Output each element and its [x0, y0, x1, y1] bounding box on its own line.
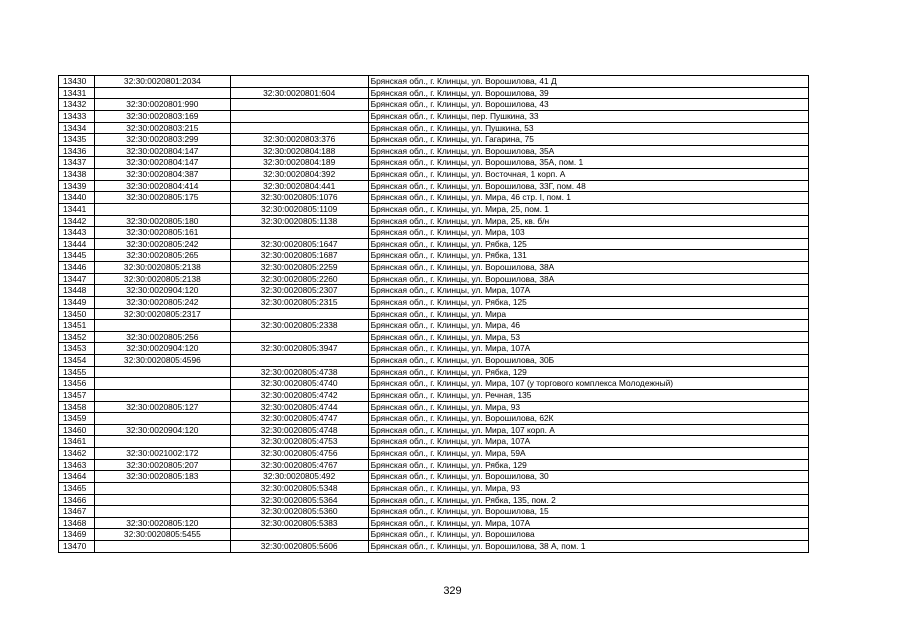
table-row: [59, 541, 809, 553]
cadastral-number-cell: 32:30:0020805:183: [95, 471, 231, 482]
address-cell: Брянская обл., г. Клинцы, ул. Мира, 25, кв. б/н: [369, 216, 809, 227]
cadastral-number-cell: 32:30:0020805:2317: [95, 309, 231, 320]
row-number-cell: 13438: [59, 169, 95, 180]
cadastral-number-2-cell: 32:30:0020805:4738: [231, 367, 369, 378]
table-row: [59, 262, 809, 274]
address-cell: Брянская обл., г. Клинцы, ул. Рябка, 125: [369, 297, 809, 308]
cadastral-number-cell: 32:30:0020904:120: [95, 425, 231, 436]
cadastral-table: [58, 75, 809, 553]
address-cell: Брянская обл., г. Клинцы, ул. Мира, 46: [369, 320, 809, 331]
row-number-cell: 13439: [59, 181, 95, 192]
address-cell: Брянская обл., г. Клинцы, ул. Ворошилова, 38 А, пом. 1: [369, 541, 809, 552]
row-number-cell: 13454: [59, 355, 95, 366]
table-row: [59, 448, 809, 460]
row-number-cell: 13459: [59, 413, 95, 424]
table-row: [59, 192, 809, 204]
table-row: [59, 123, 809, 135]
cadastral-number-2-cell: 32:30:0020804:441: [231, 181, 369, 192]
row-number-cell: 13442: [59, 216, 95, 227]
address-cell: Брянская обл., г. Клинцы, ул. Ворошилова, 30: [369, 471, 809, 482]
cadastral-number-cell: 32:30:0020805:242: [95, 239, 231, 250]
table-row: [59, 216, 809, 228]
cadastral-number-cell: 32:30:0020805:2138: [95, 274, 231, 285]
cadastral-number-cell: 32:30:0020804:414: [95, 181, 231, 192]
address-cell: Брянская обл., г. Клинцы, ул. Ворошилова: [369, 529, 809, 540]
cadastral-number-2-cell: 32:30:0020805:1109: [231, 204, 369, 215]
table-row: [59, 529, 809, 541]
address-cell: Брянская обл., г. Клинцы, ул. Ворошилова, 35А, пом. 1: [369, 157, 809, 168]
cadastral-number-cell: 32:30:0021002:172: [95, 448, 231, 459]
address-cell: Брянская обл., г. Клинцы, ул. Рябка, 135, пом. 2: [369, 495, 809, 506]
address-cell: Брянская обл., г. Клинцы, ул. Ворошилова, 33Г, пом. 48: [369, 181, 809, 192]
row-number-cell: 13446: [59, 262, 95, 273]
address-cell: Брянская обл., г. Клинцы, ул. Ворошилова, 35А: [369, 146, 809, 157]
address-cell: Брянская обл., г. Клинцы, ул. Ворошилова, 41 Д: [369, 76, 809, 87]
cadastral-number-2-cell: [231, 111, 369, 122]
cadastral-number-cell: 32:30:0020904:120: [95, 343, 231, 354]
cadastral-number-2-cell: 32:30:0020803:376: [231, 134, 369, 145]
table-row: [59, 239, 809, 251]
cadastral-number-2-cell: [231, 309, 369, 320]
row-number-cell: 13440: [59, 192, 95, 203]
row-number-cell: 13456: [59, 378, 95, 389]
cadastral-number-cell: 32:30:0020805:120: [95, 518, 231, 529]
address-cell: Брянская обл., г. Клинцы, ул. Рябка, 129: [369, 460, 809, 471]
row-number-cell: 13448: [59, 285, 95, 296]
row-number-cell: 13453: [59, 343, 95, 354]
address-cell: Брянская обл., г. Клинцы, ул. Мира, 103: [369, 227, 809, 238]
row-number-cell: 13451: [59, 320, 95, 331]
cadastral-number-2-cell: 32:30:0020805:4753: [231, 436, 369, 447]
cadastral-number-cell: 32:30:0020805:175: [95, 192, 231, 203]
table-row: [59, 181, 809, 193]
cadastral-number-2-cell: 32:30:0020805:5348: [231, 483, 369, 494]
cadastral-number-2-cell: [231, 99, 369, 110]
cadastral-number-cell: [95, 204, 231, 215]
cadastral-number-2-cell: 32:30:0020805:2260: [231, 274, 369, 285]
row-number-cell: 13436: [59, 146, 95, 157]
table-row: [59, 297, 809, 309]
table-row: [59, 402, 809, 414]
table-row: [59, 111, 809, 123]
cadastral-number-cell: [95, 506, 231, 517]
row-number-cell: 13462: [59, 448, 95, 459]
row-number-cell: 13437: [59, 157, 95, 168]
table-row: [59, 471, 809, 483]
cadastral-number-cell: 32:30:0020804:147: [95, 157, 231, 168]
row-number-cell: 13433: [59, 111, 95, 122]
cadastral-number-cell: 32:30:0020804:387: [95, 169, 231, 180]
cadastral-number-2-cell: 32:30:0020805:4747: [231, 413, 369, 424]
row-number-cell: 13463: [59, 460, 95, 471]
address-cell: Брянская обл., г. Клинцы, пер. Пушкина, 33: [369, 111, 809, 122]
table-row: [59, 436, 809, 448]
cadastral-number-cell: [95, 495, 231, 506]
cadastral-number-cell: [95, 367, 231, 378]
row-number-cell: 13452: [59, 332, 95, 343]
address-cell: Брянская обл., г. Клинцы, ул. Гагарина, 75: [369, 134, 809, 145]
cadastral-number-2-cell: [231, 529, 369, 540]
address-cell: Брянская обл., г. Клинцы, ул. Ворошилова, 62К: [369, 413, 809, 424]
row-number-cell: 13461: [59, 436, 95, 447]
address-cell: Брянская обл., г. Клинцы, ул. Мира, 107А: [369, 518, 809, 529]
address-cell: Брянская обл., г. Клинцы, ул. Пушкина, 53: [369, 123, 809, 134]
cadastral-number-2-cell: 32:30:0020805:4748: [231, 425, 369, 436]
cadastral-number-2-cell: 32:30:0020805:5364: [231, 495, 369, 506]
address-cell: Брянская обл., г. Клинцы, ул. Ворошилова, 39: [369, 88, 809, 99]
cadastral-number-2-cell: 32:30:0020801:604: [231, 88, 369, 99]
table-row: [59, 460, 809, 472]
address-cell: Брянская обл., г. Клинцы, ул. Ворошилова, 38А: [369, 274, 809, 285]
cadastral-number-cell: [95, 320, 231, 331]
cadastral-number-cell: 32:30:0020805:2138: [95, 262, 231, 273]
cadastral-number-2-cell: 32:30:0020805:5383: [231, 518, 369, 529]
table-row: [59, 309, 809, 321]
cadastral-number-cell: [95, 436, 231, 447]
cadastral-number-2-cell: 32:30:0020805:2307: [231, 285, 369, 296]
cadastral-number-2-cell: [231, 123, 369, 134]
table-row: [59, 134, 809, 146]
address-cell: Брянская обл., г. Клинцы, ул. Ворошилова, 38А: [369, 262, 809, 273]
row-number-cell: 13450: [59, 309, 95, 320]
cadastral-number-2-cell: [231, 355, 369, 366]
address-cell: Брянская обл., г. Клинцы, ул. Ворошилова, 15: [369, 506, 809, 517]
row-number-cell: 13458: [59, 402, 95, 413]
table-row: [59, 413, 809, 425]
cadastral-number-cell: [95, 390, 231, 401]
cadastral-number-2-cell: 32:30:0020805:492: [231, 471, 369, 482]
cadastral-number-cell: [95, 88, 231, 99]
cadastral-number-cell: 32:30:0020803:299: [95, 134, 231, 145]
cadastral-number-cell: 32:30:0020904:120: [95, 285, 231, 296]
row-number-cell: 13469: [59, 529, 95, 540]
address-cell: Брянская обл., г. Клинцы, ул. Восточная, 1 корп. А: [369, 169, 809, 180]
row-number-cell: 13443: [59, 227, 95, 238]
cadastral-number-2-cell: [231, 76, 369, 87]
cadastral-number-2-cell: 32:30:0020804:392: [231, 169, 369, 180]
table-row: [59, 274, 809, 286]
address-cell: Брянская обл., г. Клинцы, ул. Мира, 46 стр. I, пом. 1: [369, 192, 809, 203]
row-number-cell: 13447: [59, 274, 95, 285]
table-row: [59, 320, 809, 332]
table-row: [59, 425, 809, 437]
cadastral-number-2-cell: 32:30:0020805:2338: [231, 320, 369, 331]
address-cell: Брянская обл., г. Клинцы, ул. Рябка, 125: [369, 239, 809, 250]
address-cell: Брянская обл., г. Клинцы, ул. Речная, 135: [369, 390, 809, 401]
table-row: [59, 506, 809, 518]
table-row: [59, 204, 809, 216]
cadastral-number-cell: 32:30:0020805:256: [95, 332, 231, 343]
address-cell: Брянская обл., г. Клинцы, ул. Мира, 107 (у торгового комплекса Молодежный): [369, 378, 809, 389]
address-cell: Брянская обл., г. Клинцы, ул. Мира, 107А: [369, 343, 809, 354]
cadastral-number-2-cell: 32:30:0020805:2259: [231, 262, 369, 273]
row-number-cell: 13467: [59, 506, 95, 517]
row-number-cell: 13430: [59, 76, 95, 87]
cadastral-number-2-cell: [231, 332, 369, 343]
table-row: [59, 355, 809, 367]
cadastral-number-2-cell: 32:30:0020805:2315: [231, 297, 369, 308]
address-cell: Брянская обл., г. Клинцы, ул. Мира, 59А: [369, 448, 809, 459]
address-cell: Брянская обл., г. Клинцы, ул. Мира: [369, 309, 809, 320]
cadastral-number-2-cell: 32:30:0020805:1647: [231, 239, 369, 250]
cadastral-number-cell: 32:30:0020805:4596: [95, 355, 231, 366]
table-row: [59, 157, 809, 169]
table-row: [59, 378, 809, 390]
cadastral-number-cell: 32:30:0020805:207: [95, 460, 231, 471]
cadastral-number-2-cell: 32:30:0020805:3947: [231, 343, 369, 354]
table-row: [59, 88, 809, 100]
address-cell: Брянская обл., г. Клинцы, ул. Мира, 53: [369, 332, 809, 343]
cadastral-number-cell: [95, 483, 231, 494]
cadastral-number-2-cell: 32:30:0020805:1687: [231, 250, 369, 261]
table-row: [59, 343, 809, 355]
address-cell: Брянская обл., г. Клинцы, ул. Мира, 25, пом. 1: [369, 204, 809, 215]
table-row: [59, 146, 809, 158]
row-number-cell: 13444: [59, 239, 95, 250]
cadastral-number-2-cell: 32:30:0020805:1138: [231, 216, 369, 227]
table-row: [59, 227, 809, 239]
table-row: [59, 367, 809, 379]
address-cell: Брянская обл., г. Клинцы, ул. Мира, 107 корп. А: [369, 425, 809, 436]
row-number-cell: 13466: [59, 495, 95, 506]
cadastral-number-cell: 32:30:0020805:265: [95, 250, 231, 261]
cadastral-number-2-cell: 32:30:0020805:4740: [231, 378, 369, 389]
cadastral-number-cell: 32:30:0020805:161: [95, 227, 231, 238]
cadastral-number-2-cell: 32:30:0020805:4767: [231, 460, 369, 471]
table-row: [59, 332, 809, 344]
table-row: [59, 518, 809, 530]
cadastral-number-2-cell: [231, 227, 369, 238]
address-cell: Брянская обл., г. Клинцы, ул. Мира, 93: [369, 402, 809, 413]
address-cell: Брянская обл., г. Клинцы, ул. Ворошилова, 30Б: [369, 355, 809, 366]
address-cell: Брянская обл., г. Клинцы, ул. Мира, 107А: [369, 285, 809, 296]
table-row: [59, 169, 809, 181]
row-number-cell: 13431: [59, 88, 95, 99]
row-number-cell: 13434: [59, 123, 95, 134]
row-number-cell: 13435: [59, 134, 95, 145]
table-row: [59, 250, 809, 262]
cadastral-number-2-cell: 32:30:0020805:1076: [231, 192, 369, 203]
cadastral-number-cell: 32:30:0020803:215: [95, 123, 231, 134]
cadastral-number-cell: 32:30:0020801:990: [95, 99, 231, 110]
cadastral-number-cell: 32:30:0020805:242: [95, 297, 231, 308]
row-number-cell: 13449: [59, 297, 95, 308]
address-cell: Брянская обл., г. Клинцы, ул. Мира, 93: [369, 483, 809, 494]
row-number-cell: 13457: [59, 390, 95, 401]
cadastral-number-2-cell: 32:30:0020805:5606: [231, 541, 369, 552]
cadastral-number-2-cell: 32:30:0020805:5360: [231, 506, 369, 517]
table-row: [59, 76, 809, 88]
cadastral-number-2-cell: 32:30:0020804:189: [231, 157, 369, 168]
cadastral-number-cell: [95, 378, 231, 389]
row-number-cell: 13432: [59, 99, 95, 110]
table-row: [59, 390, 809, 402]
row-number-cell: 13470: [59, 541, 95, 552]
row-number-cell: 13441: [59, 204, 95, 215]
cadastral-number-cell: 32:30:0020801:2034: [95, 76, 231, 87]
address-cell: Брянская обл., г. Клинцы, ул. Мира, 107А: [369, 436, 809, 447]
address-cell: Брянская обл., г. Клинцы, ул. Рябка, 129: [369, 367, 809, 378]
table-row: [59, 495, 809, 507]
address-cell: Брянская обл., г. Клинцы, ул. Рябка, 131: [369, 250, 809, 261]
cadastral-number-2-cell: 32:30:0020805:4756: [231, 448, 369, 459]
cadastral-number-2-cell: 32:30:0020805:4744: [231, 402, 369, 413]
table-row: [59, 483, 809, 495]
table-row: [59, 99, 809, 111]
row-number-cell: 13465: [59, 483, 95, 494]
cadastral-number-cell: [95, 541, 231, 552]
row-number-cell: 13445: [59, 250, 95, 261]
cadastral-number-cell: 32:30:0020805:5455: [95, 529, 231, 540]
cadastral-number-2-cell: 32:30:0020804:188: [231, 146, 369, 157]
row-number-cell: 13464: [59, 471, 95, 482]
cadastral-number-2-cell: 32:30:0020805:4742: [231, 390, 369, 401]
cadastral-number-cell: [95, 413, 231, 424]
address-cell: Брянская обл., г. Клинцы, ул. Ворошилова, 43: [369, 99, 809, 110]
cadastral-number-cell: 32:30:0020805:180: [95, 216, 231, 227]
row-number-cell: 13460: [59, 425, 95, 436]
page-number: 329: [443, 585, 462, 597]
cadastral-number-cell: 32:30:0020804:147: [95, 146, 231, 157]
cadastral-number-cell: 32:30:0020805:127: [95, 402, 231, 413]
row-number-cell: 13455: [59, 367, 95, 378]
table-row: [59, 285, 809, 297]
row-number-cell: 13468: [59, 518, 95, 529]
cadastral-number-cell: 32:30:0020803:169: [95, 111, 231, 122]
